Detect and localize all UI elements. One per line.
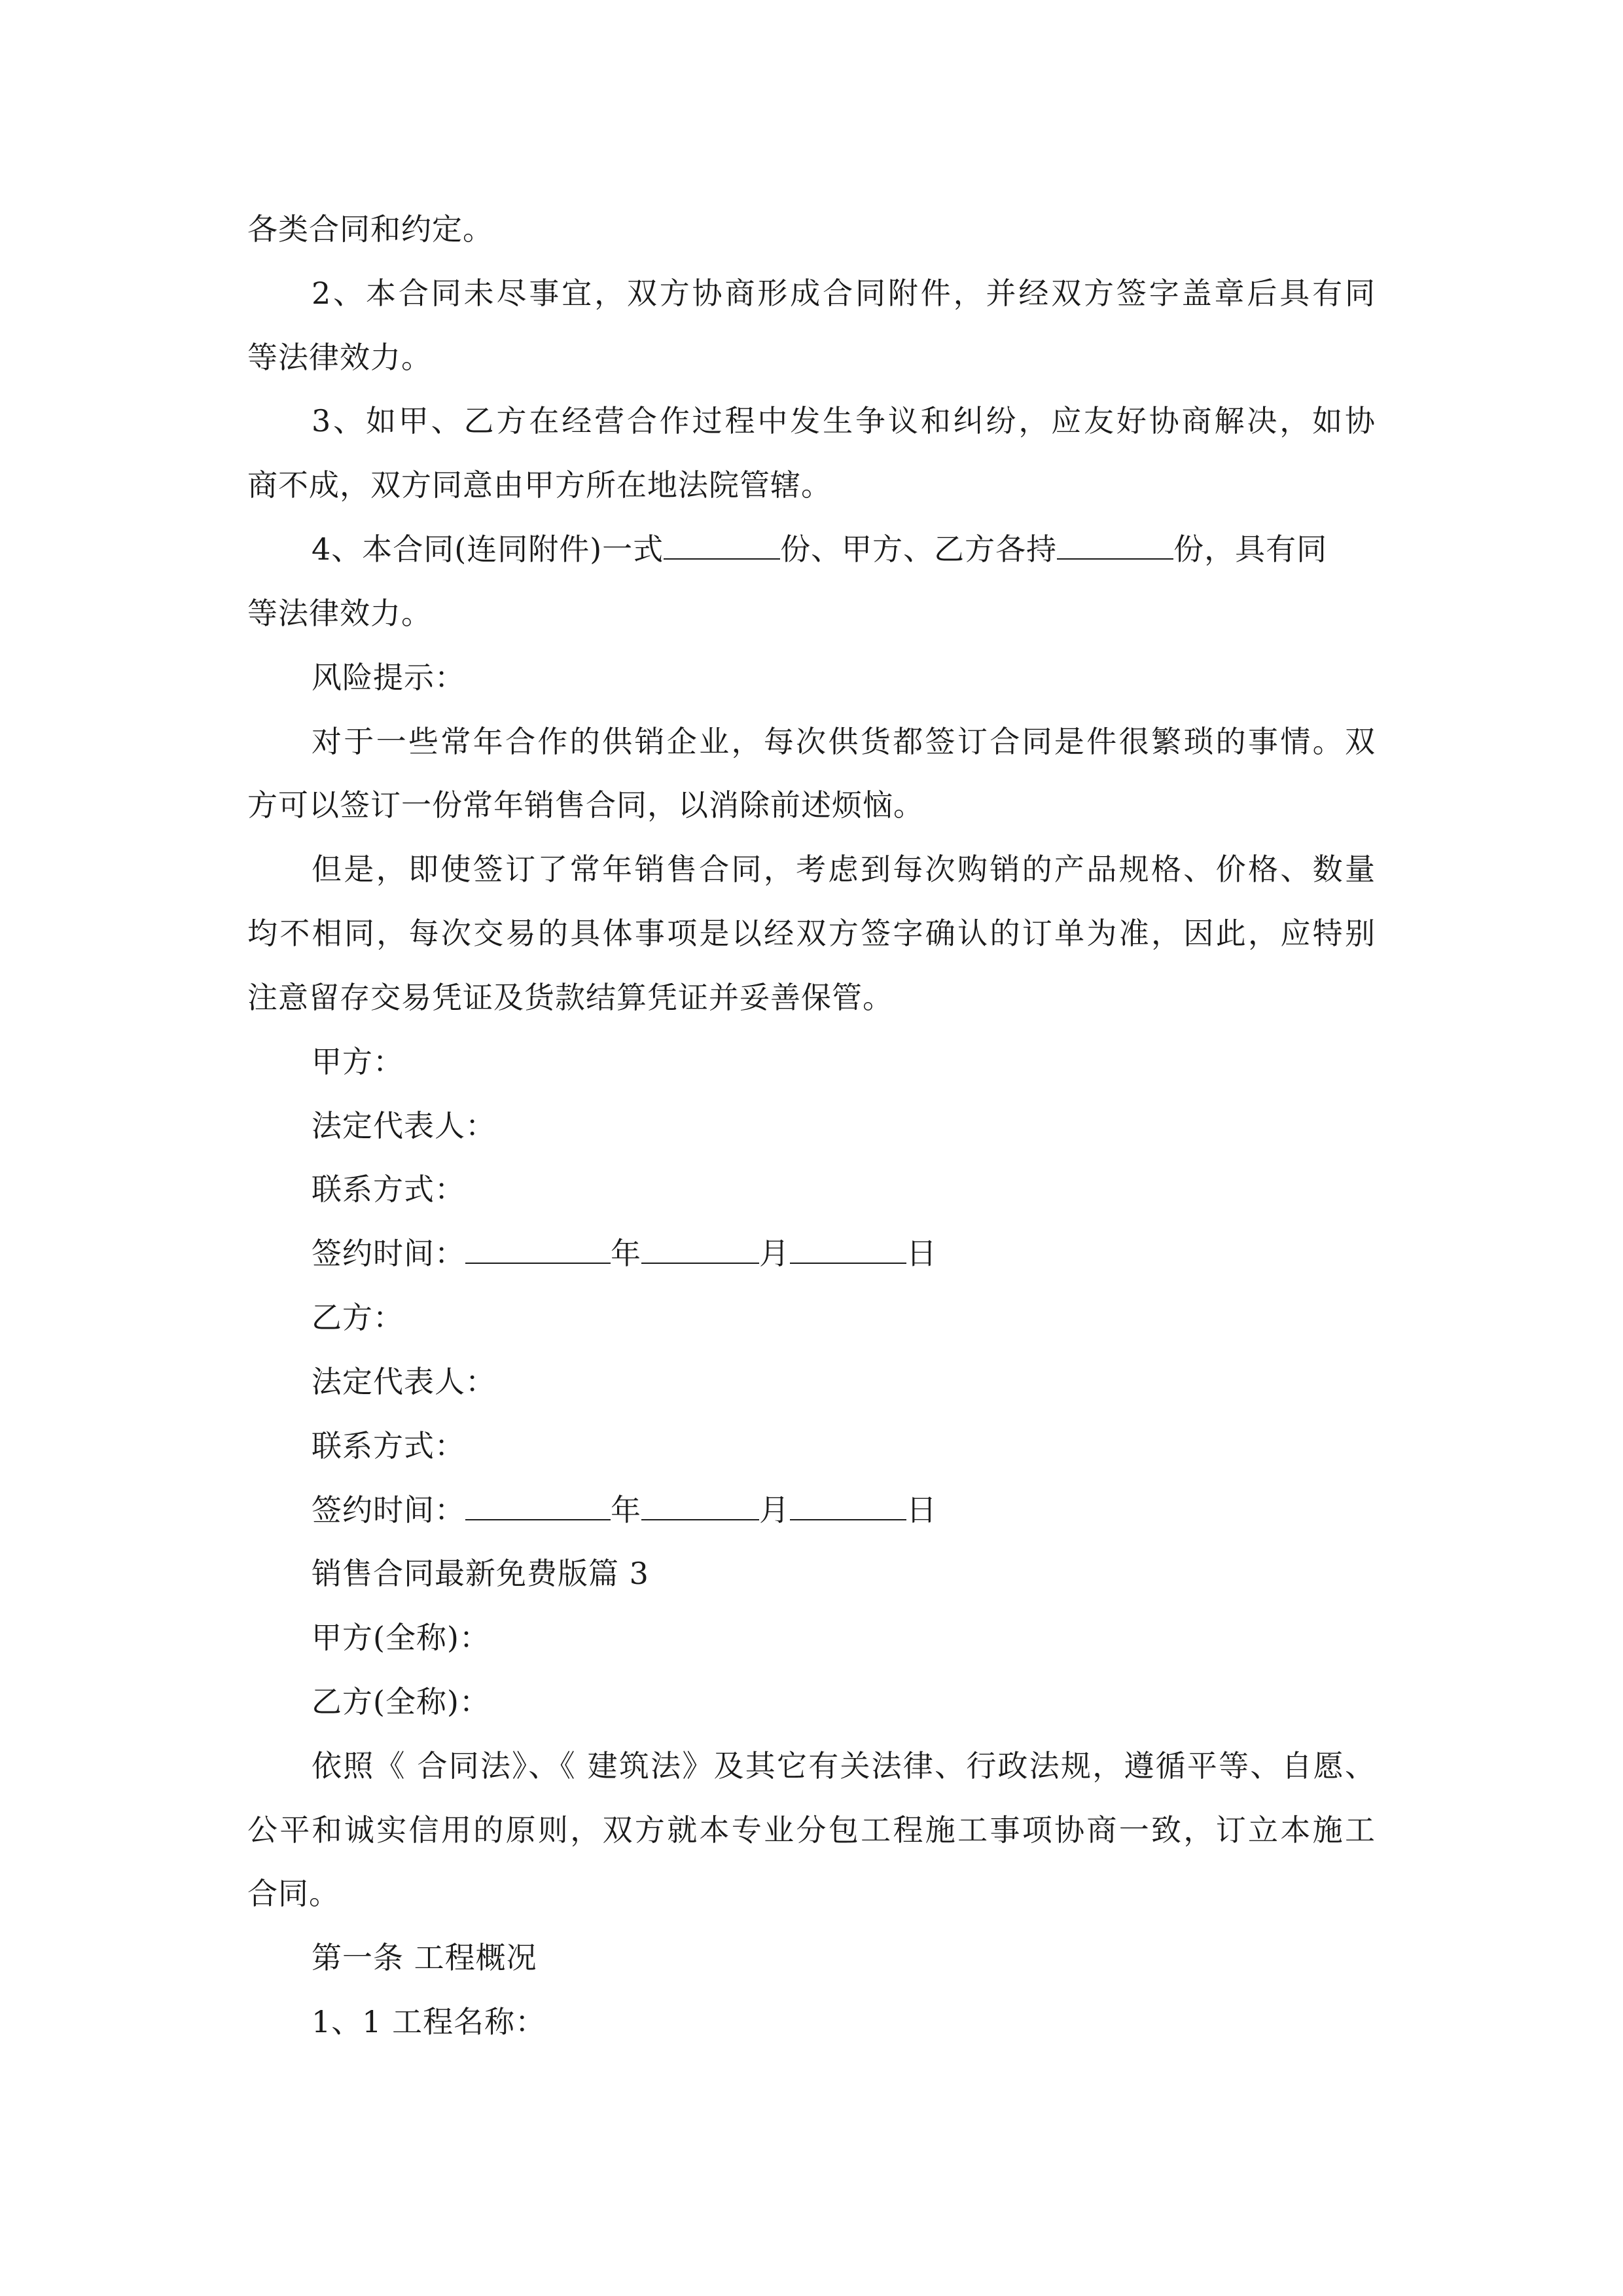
party-a-fullname: 甲方(全称)：: [312, 1620, 490, 1655]
clause-3-line-1: 3、如甲、乙方在经营合作过程中发生争议和纠纷，应友好协商解决，如协: [312, 403, 1376, 439]
copies-total-blank: [664, 529, 780, 560]
year-blank: [465, 1490, 611, 1520]
year-blank: [465, 1234, 611, 1264]
party-b-fullname: 乙方(全称)：: [312, 1684, 490, 1719]
risk-para-2-line-1: 但是，即使签订了常年销售合同，考虑到每次购销的产品规格、价格、数量: [312, 852, 1376, 887]
clause-4-line-1: [312, 529, 1327, 569]
year-label: 年: [611, 1236, 641, 1271]
sign-date-label: 签约时间：: [312, 1236, 465, 1271]
month-label: 月: [759, 1236, 790, 1271]
article-1-heading: 第一条 工程概况: [312, 1940, 537, 1975]
clause-4-text-c: 份，具有同: [1173, 531, 1328, 567]
party-a-sign-date: [312, 1234, 937, 1273]
paragraph-line: 各类合同和约定。: [247, 211, 493, 247]
risk-heading: 风险提示：: [312, 660, 465, 695]
risk-para-2-line-3: 注意留存交易凭证及货款结算凭证并妥善保管。: [247, 980, 893, 1015]
section-title: 销售合同最新免费版篇 3: [312, 1556, 649, 1591]
sign-date-label: 签约时间：: [312, 1492, 465, 1528]
day-blank: [790, 1234, 906, 1264]
clause-4-text-a: 4、本合同(连同附件)一式: [312, 531, 664, 567]
party-b-representative: 法定代表人：: [312, 1364, 496, 1399]
month-blank: [641, 1234, 759, 1264]
copies-each-blank: [1057, 529, 1173, 560]
preamble-line-2: 公平和诚实信用的原则，双方就本专业分包工程施工事项协商一致，订立本施工: [247, 1812, 1376, 1848]
day-blank: [790, 1490, 906, 1520]
risk-para-1-line-1: 对于一些常年合作的供销企业，每次供货都签订合同是件很繁琐的事情。双: [312, 724, 1376, 759]
clause-2-line-1: 2、本合同未尽事宜，双方协商形成合同附件，并经双方签字盖章后具有同: [312, 276, 1376, 311]
party-a-representative: 法定代表人：: [312, 1108, 496, 1143]
party-b-sign-date: [312, 1490, 937, 1530]
party-a-contact: 联系方式：: [312, 1172, 465, 1207]
party-b-contact: 联系方式：: [312, 1428, 465, 1463]
month-blank: [641, 1490, 759, 1520]
clause-4-line-2: 等法律效力。: [247, 596, 432, 631]
clause-4-text-b: 份、甲方、乙方各持: [780, 531, 1058, 567]
month-label: 月: [759, 1492, 790, 1528]
day-label: 日: [906, 1236, 937, 1271]
risk-para-2-line-2: 均不相同，每次交易的具体事项是以经双方签字确认的订单为准，因此，应特别: [247, 916, 1376, 951]
project-name-field: 1、1 工程名称：: [312, 2004, 546, 2039]
preamble-line-3: 合同。: [247, 1876, 340, 1911]
year-label: 年: [611, 1492, 641, 1528]
party-a-label: 甲方：: [312, 1044, 404, 1079]
day-label: 日: [906, 1492, 937, 1528]
risk-para-1-line-2: 方可以签订一份常年销售合同，以消除前述烦恼。: [247, 787, 924, 823]
party-b-label: 乙方：: [312, 1300, 404, 1335]
preamble-line-1: 依照《 合同法》、《 建筑法》及其它有关法律、行政法规，遵循平等、自愿、: [312, 1748, 1376, 1784]
clause-3-line-2: 商不成，双方同意由甲方所在地法院管辖。: [247, 467, 832, 503]
clause-2-line-2: 等法律效力。: [247, 340, 432, 375]
